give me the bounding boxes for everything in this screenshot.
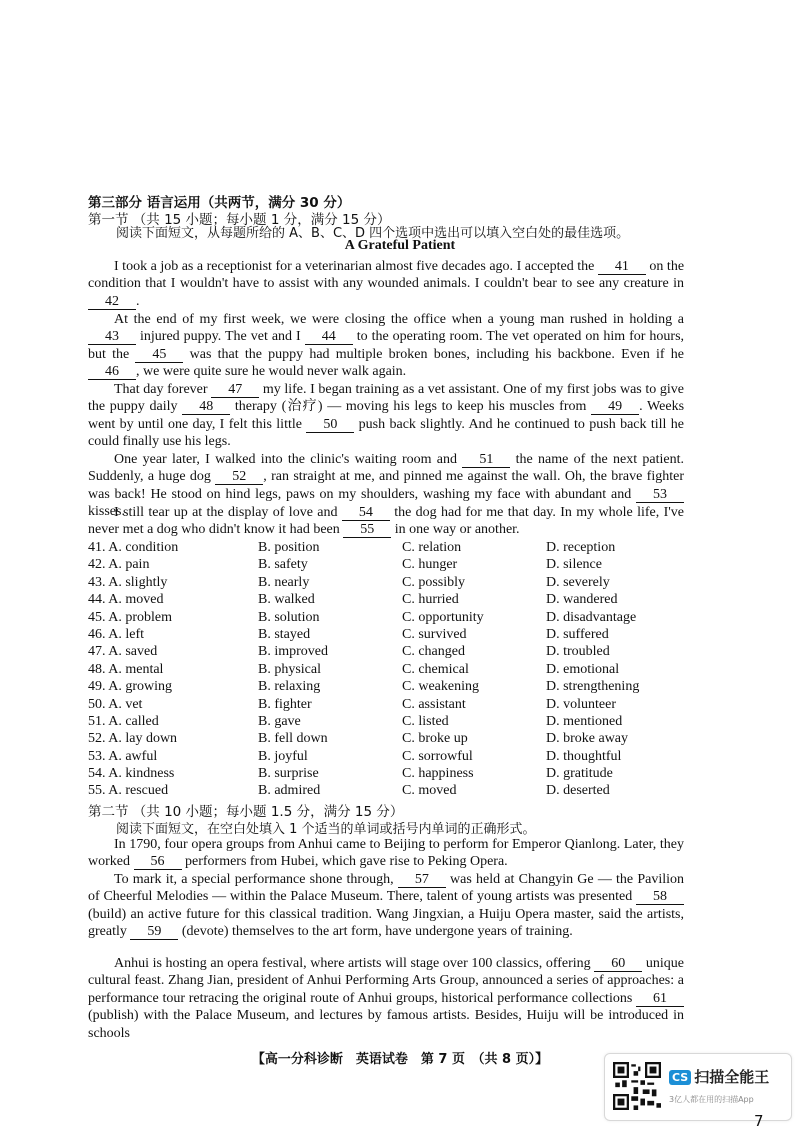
- option-row: [88, 662, 688, 679]
- option-row: [88, 575, 688, 592]
- options-list: [88, 540, 688, 801]
- option-b: B. gave: [258, 713, 301, 729]
- option-c: C. possibly: [402, 574, 466, 590]
- blank-59: 59: [130, 925, 178, 940]
- option-d: D. volunteer: [546, 696, 616, 712]
- option-d: D. emotional: [546, 661, 620, 677]
- passage-title: A Grateful Patient: [344, 238, 456, 253]
- option-row: [88, 731, 688, 748]
- blank-46: 46: [88, 365, 136, 380]
- section2-paragraph-2: To mark it, a special performance shone through, 57 was held at Changyin Ge — the Pavilion of Cheerful Melodies — within the Palace Museum. There, talent of young artists was presented 58 (build) an active future for this classical tradition. Wang Jingxian, a Huiju Opera master, said the artists, greatly 59 (devote) themselves to the art form, have undergone years of training.: [88, 872, 685, 940]
- blank-60: 60: [594, 957, 642, 972]
- option-d: D. reception: [546, 540, 616, 555]
- scanner-watermark: [604, 1053, 792, 1121]
- option-row: [88, 714, 688, 731]
- paragraph-3: That day forever 47 my life. I began training as a vet assistant. One of my first jobs was to give the puppy daily 48 therapy (治疗) — moving his legs to keep his muscles from 49 . Weeks went by until one day, I felt this little 50 push back slightly. And he continued to push back till he could finally use his legs.: [88, 382, 685, 450]
- option-d: D. gratitude: [546, 766, 613, 782]
- paragraph-1: I took a job as a receptionist for a veterinarian almost five decades ago. I accepted the 41 on the condition that I wouldn't have to assist with any wounded animals. I couldn't bear to see any creature in 42 .: [88, 259, 685, 309]
- option-a: 53. A. awful: [88, 748, 158, 764]
- paragraph-4: One year later, I walked into the clinic's waiting room and 51 the name of the next patient. Suddenly, a huge dog 52 , ran straight at me, and pinned me against the wall. Oh, the brave fighter was back! He stood on hind legs, paws on my shoulders, washing my face with abundant and 53 kisses.: [88, 452, 685, 520]
- option-a: 47. A. saved: [88, 644, 158, 660]
- option-row: [88, 610, 688, 627]
- option-a: 44. A. moved: [88, 592, 164, 608]
- scanner-brand: CS 扫描全能王: [669, 1066, 769, 1087]
- option-d: D. wandered: [546, 592, 618, 608]
- option-a: 42. A. pain: [88, 557, 150, 573]
- blank-52: 52: [215, 470, 263, 485]
- option-d: D. silence: [546, 557, 602, 573]
- option-b: B. joyful: [258, 748, 308, 764]
- option-b: B. admired: [258, 783, 321, 799]
- option-c: C. broke up: [402, 731, 468, 747]
- paragraph-2: At the end of my first week, we were closing the office when a young man rushed in holding a 43 injured puppy. The vet and I 44 to the operating room. The vet operated on him for hours, but the 45 was that the puppy had multiple broken bones, including his backbone. Even if he 46 , we were quite sure he would never walk again.: [88, 312, 685, 380]
- paragraph-5: I still tear up at the display of love and 54 the dog had for me that day. In my whole life, I've never met a dog who didn't know it had been 55 in one way or another.: [88, 505, 685, 538]
- page-footer: 【高一分科诊断 英语试卷 第 7 页 （共 8 页）】: [251, 1052, 549, 1067]
- cs-logo-icon: CS: [669, 1070, 691, 1085]
- option-c: C. listed: [402, 713, 449, 729]
- option-b: B. fighter: [258, 696, 312, 712]
- option-a: 41. A. condition: [88, 540, 179, 555]
- option-row: [88, 783, 688, 800]
- option-d: D. troubled: [546, 644, 610, 660]
- option-d: D. mentioned: [546, 713, 623, 729]
- blank-45: 45: [135, 348, 183, 363]
- option-d: D. disadvantage: [546, 609, 637, 625]
- section2-paragraph-3: Anhui is hosting an opera festival, where artists will stage over 100 classics, offering 60 unique cultural feast. Zhang Jian, president of Anhui Performing Arts Group, announced a series of approaches: a performance tour retracing the original route of Anhui groups, historical performance collections 61 (publish) with the Palace Museum, and lectures by famous artists. Besides, Huiju will be introduced in schools: [88, 956, 684, 1041]
- option-a: 45. A. problem: [88, 609, 172, 625]
- option-d: D. broke away: [546, 731, 629, 747]
- blank-41: 41: [598, 260, 646, 275]
- page-number: 7: [754, 1112, 764, 1130]
- option-d: D. deserted: [546, 783, 610, 799]
- section1-instruction: 阅读下面短文，从每题所给的 A、B、C、D 四个选项中选出可以填入空白处的最佳选项。: [116, 226, 630, 241]
- blank-47: 47: [211, 383, 259, 398]
- blank-61: 61: [636, 992, 684, 1007]
- blank-55: 55: [343, 523, 391, 538]
- option-c: C. weakening: [402, 679, 479, 695]
- option-c: C. changed: [402, 644, 465, 660]
- option-a: 55. A. rescued: [88, 783, 169, 799]
- option-row: [88, 644, 688, 661]
- blank-53: 53: [636, 488, 684, 503]
- option-c: C. assistant: [402, 696, 466, 712]
- option-row: [88, 592, 688, 609]
- part3-heading: 第三部分 语言运用（共两节，满分 30 分）: [88, 195, 351, 211]
- option-b: B. relaxing: [258, 679, 321, 695]
- option-a: 48. A. mental: [88, 661, 164, 677]
- section2-heading: 第二节 （共 10 小题；每小题 1.5 分，满分 15 分）: [88, 804, 404, 820]
- option-b: B. walked: [258, 592, 315, 608]
- option-row: [88, 540, 688, 557]
- option-d: D. strengthening: [546, 679, 640, 695]
- option-d: D. thoughtful: [546, 748, 622, 764]
- scanner-tagline: 3亿人都在用的扫描App: [669, 1095, 754, 1104]
- option-b: B. position: [258, 540, 320, 555]
- option-row: [88, 697, 688, 714]
- option-b: B. physical: [258, 661, 321, 677]
- option-c: C. survived: [402, 626, 467, 642]
- option-c: C. moved: [402, 783, 457, 799]
- section2-instruction: 阅读下面短文，在空白处填入 1 个适当的单词或括号内单词的正确形式。: [116, 822, 536, 837]
- section1-heading: 第一节 （共 15 小题；每小题 1 分，满分 15 分）: [88, 212, 391, 228]
- blank-42: 42: [88, 295, 136, 310]
- option-row: [88, 557, 688, 574]
- blank-57: 57: [398, 873, 446, 888]
- blank-44: 44: [305, 330, 353, 345]
- option-b: B. fell down: [258, 731, 328, 747]
- blank-43: 43: [88, 330, 136, 345]
- blank-49: 49: [591, 400, 639, 415]
- option-b: B. surprise: [258, 766, 319, 782]
- option-row: [88, 766, 688, 783]
- option-c: C. happiness: [402, 766, 474, 782]
- blank-56: 56: [134, 855, 182, 870]
- option-a: 46. A. left: [88, 626, 144, 642]
- blank-58: 58: [636, 890, 684, 905]
- blank-48: 48: [182, 400, 230, 415]
- qr-code-icon: [613, 1062, 661, 1110]
- blank-51: 51: [462, 453, 510, 468]
- option-a: 49. A. growing: [88, 679, 172, 695]
- section2-paragraph-1: In 1790, four opera groups from Anhui came to Beijing to perform for Emperor Qianlong. Later, they worked 56 performers from Hubei, which gave rise to Peking Opera.: [88, 837, 684, 870]
- option-c: C. sorrowful: [402, 748, 473, 764]
- option-b: B. improved: [258, 644, 328, 660]
- option-a: 50. A. vet: [88, 696, 143, 712]
- option-row: [88, 627, 688, 644]
- option-d: D. severely: [546, 574, 610, 590]
- option-b: B. nearly: [258, 574, 310, 590]
- option-row: [88, 679, 688, 696]
- option-c: C. opportunity: [402, 609, 484, 625]
- option-b: B. stayed: [258, 626, 311, 642]
- option-c: C. hurried: [402, 592, 459, 608]
- blank-50: 50: [306, 418, 354, 433]
- option-c: C. hunger: [402, 557, 458, 573]
- option-b: B. solution: [258, 609, 320, 625]
- option-c: C. chemical: [402, 661, 469, 677]
- option-b: B. safety: [258, 557, 308, 573]
- option-a: 52. A. lay down: [88, 731, 178, 747]
- option-a: 51. A. called: [88, 713, 159, 729]
- option-row: [88, 749, 688, 766]
- option-d: D. suffered: [546, 626, 609, 642]
- option-a: 43. A. slightly: [88, 574, 168, 590]
- option-c: C. relation: [402, 540, 462, 555]
- blank-54: 54: [342, 506, 390, 521]
- option-a: 54. A. kindness: [88, 766, 175, 782]
